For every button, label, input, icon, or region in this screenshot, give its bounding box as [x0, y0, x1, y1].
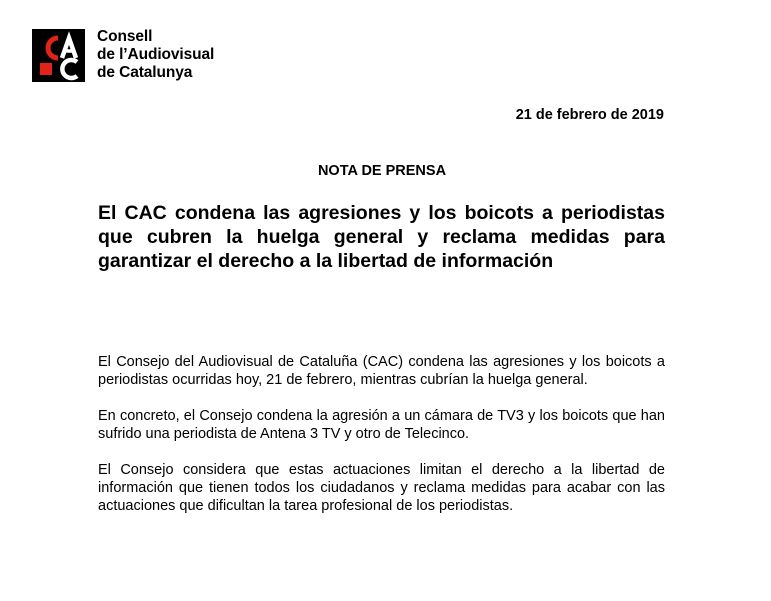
organization-name-line-2: de l’Audiovisual	[97, 46, 215, 63]
organization-name-line-1: Consell	[97, 28, 153, 45]
paragraph-2: En concreto, el Consejo condena la agresión a un cámara de TV3 y los boicots que han sufrido una periodista de Antena 3 TV y otro de Telecinco.	[98, 408, 665, 442]
paragraph-1: El Consejo del Audiovisual de Cataluña (CAC) condena las agresiones y los boicots a periodistas ocurridas hoy, 21 de febrero, mientras cubrían la huelga general.	[98, 354, 665, 388]
body-text	[98, 353, 665, 533]
release-date: 21 de febrero de 2019	[515, 107, 664, 123]
cac-logo-icon	[32, 29, 85, 82]
paragraph-3: El Consejo considera que estas actuaciones limitan el derecho a la libertad de información que tienen todos los ciudadanos y reclama medidas para acabar con las actuaciones que dificultan la tarea profesional de los periodistas.	[98, 462, 665, 514]
press-release-label: NOTA DE PRENSA	[317, 163, 447, 179]
organization-name-line-3: de Catalunya	[97, 64, 193, 81]
organization-name	[97, 28, 214, 82]
headline: El CAC condena las agresiones y los boicots a periodistas que cubren la huelga general y reclama medidas para garantizar el derecho a la libertad de información	[98, 202, 665, 272]
